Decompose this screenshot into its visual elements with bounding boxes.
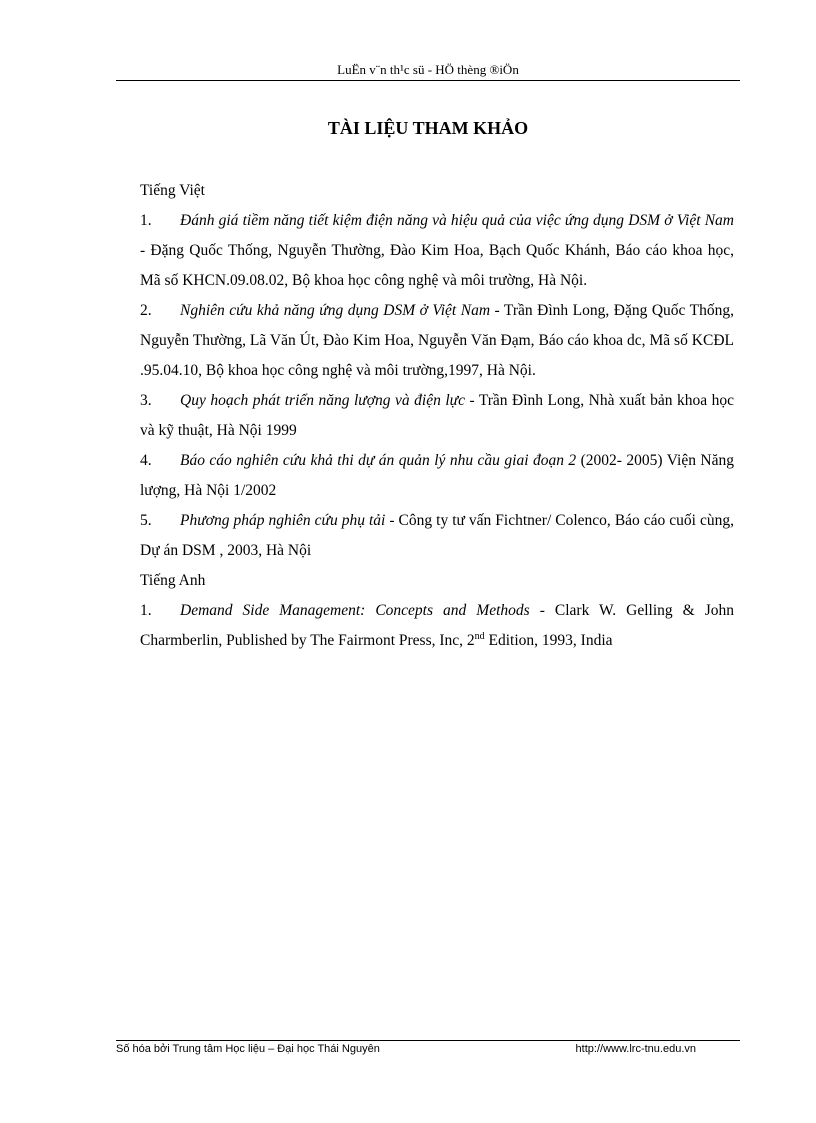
reference-details: - Clark W. Gelling & John Charmberlin, Published by The Fairmont Press, Inc, 2: [140, 602, 735, 649]
section-heading-english: Tiếng Anh: [140, 572, 206, 589]
reference-number: 4.: [140, 452, 152, 469]
page-header: LuËn v¨n th¹c sü - HÖ thèng ®iÖn: [116, 62, 740, 81]
reference-number: 5.: [140, 512, 152, 529]
reference-number: 2.: [140, 302, 152, 319]
reference-item: [140, 596, 734, 656]
reference-number: 3.: [140, 392, 152, 409]
reference-title: Nghiên cứu khả năng ứng dụng DSM ở Việt Nam: [180, 302, 491, 319]
reference-item: [140, 506, 734, 566]
reference-details: (2002- 2005) Viện Năng lượng, Hà Nội 1/2002: [140, 452, 734, 499]
reference-details: - Công ty tư vấn Fichtner/ Colenco, Báo cáo cuối cùng, Dự án DSM , 2003, Hà Nội: [140, 512, 735, 559]
superscript-ordinal: nd: [474, 630, 485, 642]
reference-number: 1.: [140, 212, 152, 229]
reference-title: Demand Side Management: Concepts and Methods: [180, 602, 530, 619]
reference-item: [140, 386, 734, 446]
footer-source: Số hóa bởi Trung tâm Học liệu – Đại học Thái Nguyên: [116, 1043, 380, 1055]
reference-title: Quy hoạch phát triển năng lượng và điện lực: [180, 392, 465, 409]
page-footer: [116, 1040, 740, 1055]
reference-details: - Trần Đình Long, Nhà xuất bản khoa học và kỹ thuật, Hà Nội 1999: [140, 392, 734, 439]
footer-url: http://www.lrc-tnu.edu.vn: [575, 1043, 696, 1055]
page-title: TÀI LIỆU THAM KHẢO: [327, 118, 529, 138]
references-content: [140, 176, 734, 656]
reference-item: [140, 206, 734, 296]
reference-title: Đánh giá tiềm năng tiết kiệm điện năng và hiệu quả của việc ứng dụng DSM ở Việt Nam: [180, 212, 734, 229]
reference-item: [140, 296, 734, 386]
reference-details: - Trần Đình Long, Đặng Quốc Thống, Nguyễn Thường, Lã Văn Út, Đào Kim Hoa, Nguyễn Văn Đạm, Báo cáo khoa dc, Mã số KCĐL .95.04.10, Bộ khoa học công nghệ và môi trường,1997, Hà Nội.: [140, 302, 734, 379]
reference-title: Báo cáo nghiên cứu khả thi dự án quản lý nhu cầu giai đoạn 2: [180, 452, 577, 469]
reference-title: Phương pháp nghiên cứu phụ tải: [180, 512, 386, 529]
reference-details: - Đặng Quốc Thống, Nguyễn Thường, Đào Kim Hoa, Bạch Quốc Khánh, Báo cáo khoa học, Mã số KHCN.09.08.02, Bộ khoa học công nghệ và môi trường, Hà Nội.: [140, 242, 734, 289]
reference-number: 1.: [140, 602, 152, 619]
reference-details-end: Edition, 1993, India: [484, 632, 613, 649]
section-heading-vietnamese: Tiếng Việt: [140, 182, 205, 199]
reference-item: [140, 446, 734, 506]
